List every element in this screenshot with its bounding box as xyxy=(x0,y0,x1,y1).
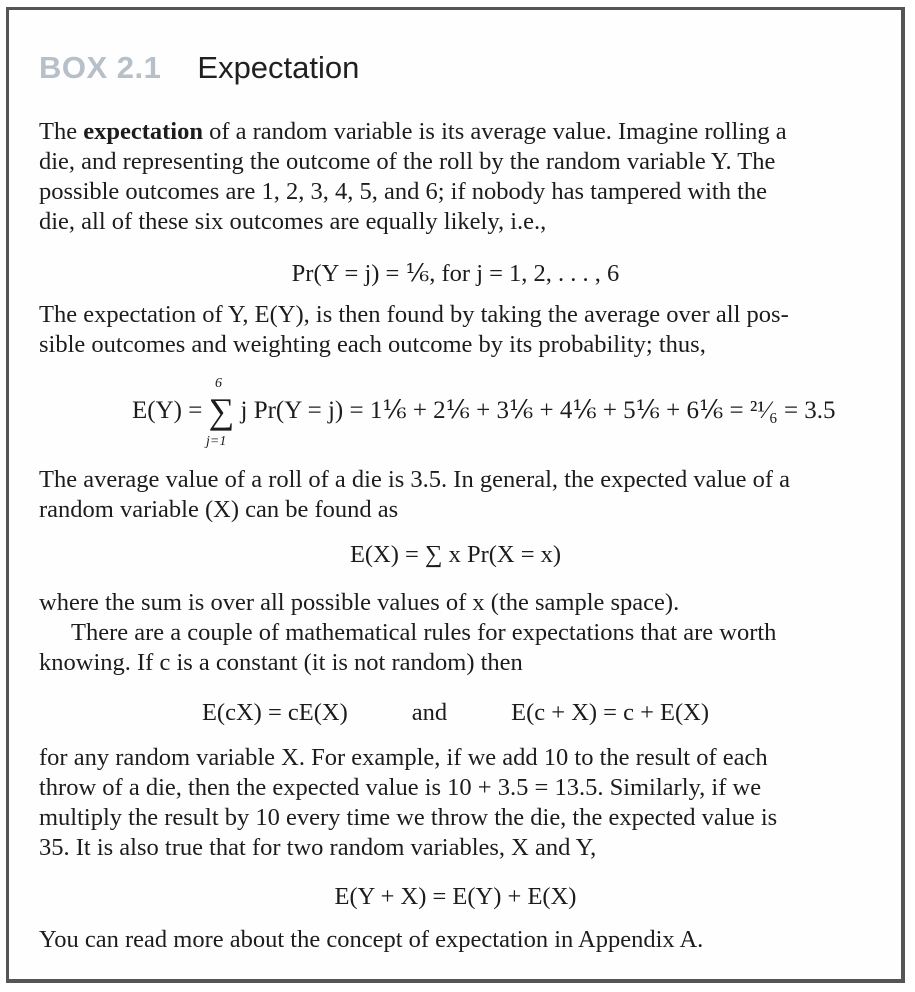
paragraph-line: There are a couple of mathematical rules for expectations that are worth xyxy=(71,619,777,646)
box-number: BOX 2.1 xyxy=(39,50,162,85)
linearity-equations xyxy=(9,698,902,728)
sum-upper-limit: 6 xyxy=(215,376,222,391)
equation-lhs: E(Y) = xyxy=(132,397,209,424)
paragraph-line: die, and representing the outcome of the roll by the random variable Y. The xyxy=(39,148,776,175)
box-title: Expectation xyxy=(197,50,360,85)
intro-paragraph xyxy=(39,117,881,237)
expectation-paragraph xyxy=(39,300,881,360)
sigma-symbol: ∑ xyxy=(208,391,235,431)
paragraph-line: knowing. If c is a constant (it is not random) then xyxy=(39,649,523,676)
example-paragraph xyxy=(39,743,881,863)
sum-lower-limit: j=1 xyxy=(206,434,227,449)
paragraph-line: for any random variable X. For example, if we add 10 to the result of each xyxy=(39,744,768,771)
paragraph-line xyxy=(39,117,881,147)
probability-equation: Pr(Y = j) = ⅙, for j = 1, 2, . . . , 6 xyxy=(291,260,620,287)
equation-connector: and xyxy=(411,699,448,726)
text-run: The xyxy=(39,118,84,145)
key-term: expectation xyxy=(83,118,203,145)
paragraph-line: die, all of these six outcomes are equally likely, i.e., xyxy=(39,208,547,235)
paragraph-line: possible outcomes are 1, 2, 3, 4, 5, and 6; if nobody has tampered with the xyxy=(39,178,768,205)
paragraph-line: The average value of a roll of a die is 3.5. In general, the expected value of a xyxy=(39,466,790,493)
scaling-rule: E(cX) = cE(X) xyxy=(201,699,348,726)
box-header xyxy=(39,50,359,86)
die-expectation-equation xyxy=(132,376,892,452)
equation-rhs: j Pr(Y = j) = 1⅙ + 2⅙ + 3⅙ + 4⅙ + 5⅙ + 6⅙ = ²¹⁄₆ = 3.5 xyxy=(234,397,836,424)
equation-body xyxy=(132,391,836,431)
text-run: of a random variable is its average value. Imagine rolling a xyxy=(202,118,787,145)
paragraph-line: random variable (X) can be found as xyxy=(39,496,399,523)
paragraph-line: throw of a die, then the expected value is 10 + 3.5 = 13.5. Similarly, if we xyxy=(39,774,762,801)
paragraph-line: 35. It is also true that for two random variables, X and Y, xyxy=(39,834,597,861)
paragraph-line: where the sum is over all possible values of x (the sample space). xyxy=(39,589,680,616)
paragraph-line: multiply the result by 10 every time we throw the die, the expected value is xyxy=(39,804,778,831)
expectation-box xyxy=(6,7,905,983)
sum-expectation-equation: E(Y + X) = E(Y) + E(X) xyxy=(334,883,577,910)
paragraph-line: The expectation of Y, E(Y), is then found by taking the average over all pos- xyxy=(39,301,789,328)
general-expectation-equation: E(X) = ∑ x Pr(X = x) xyxy=(349,541,562,568)
rules-paragraph xyxy=(39,588,881,678)
appendix-reference: You can read more about the concept of expectation in Appendix A. xyxy=(39,926,704,953)
shift-rule: E(c + X) = c + E(X) xyxy=(511,699,710,726)
paragraph-line: sible outcomes and weighting each outcome by its probability; thus, xyxy=(39,331,706,358)
average-paragraph xyxy=(39,465,881,525)
